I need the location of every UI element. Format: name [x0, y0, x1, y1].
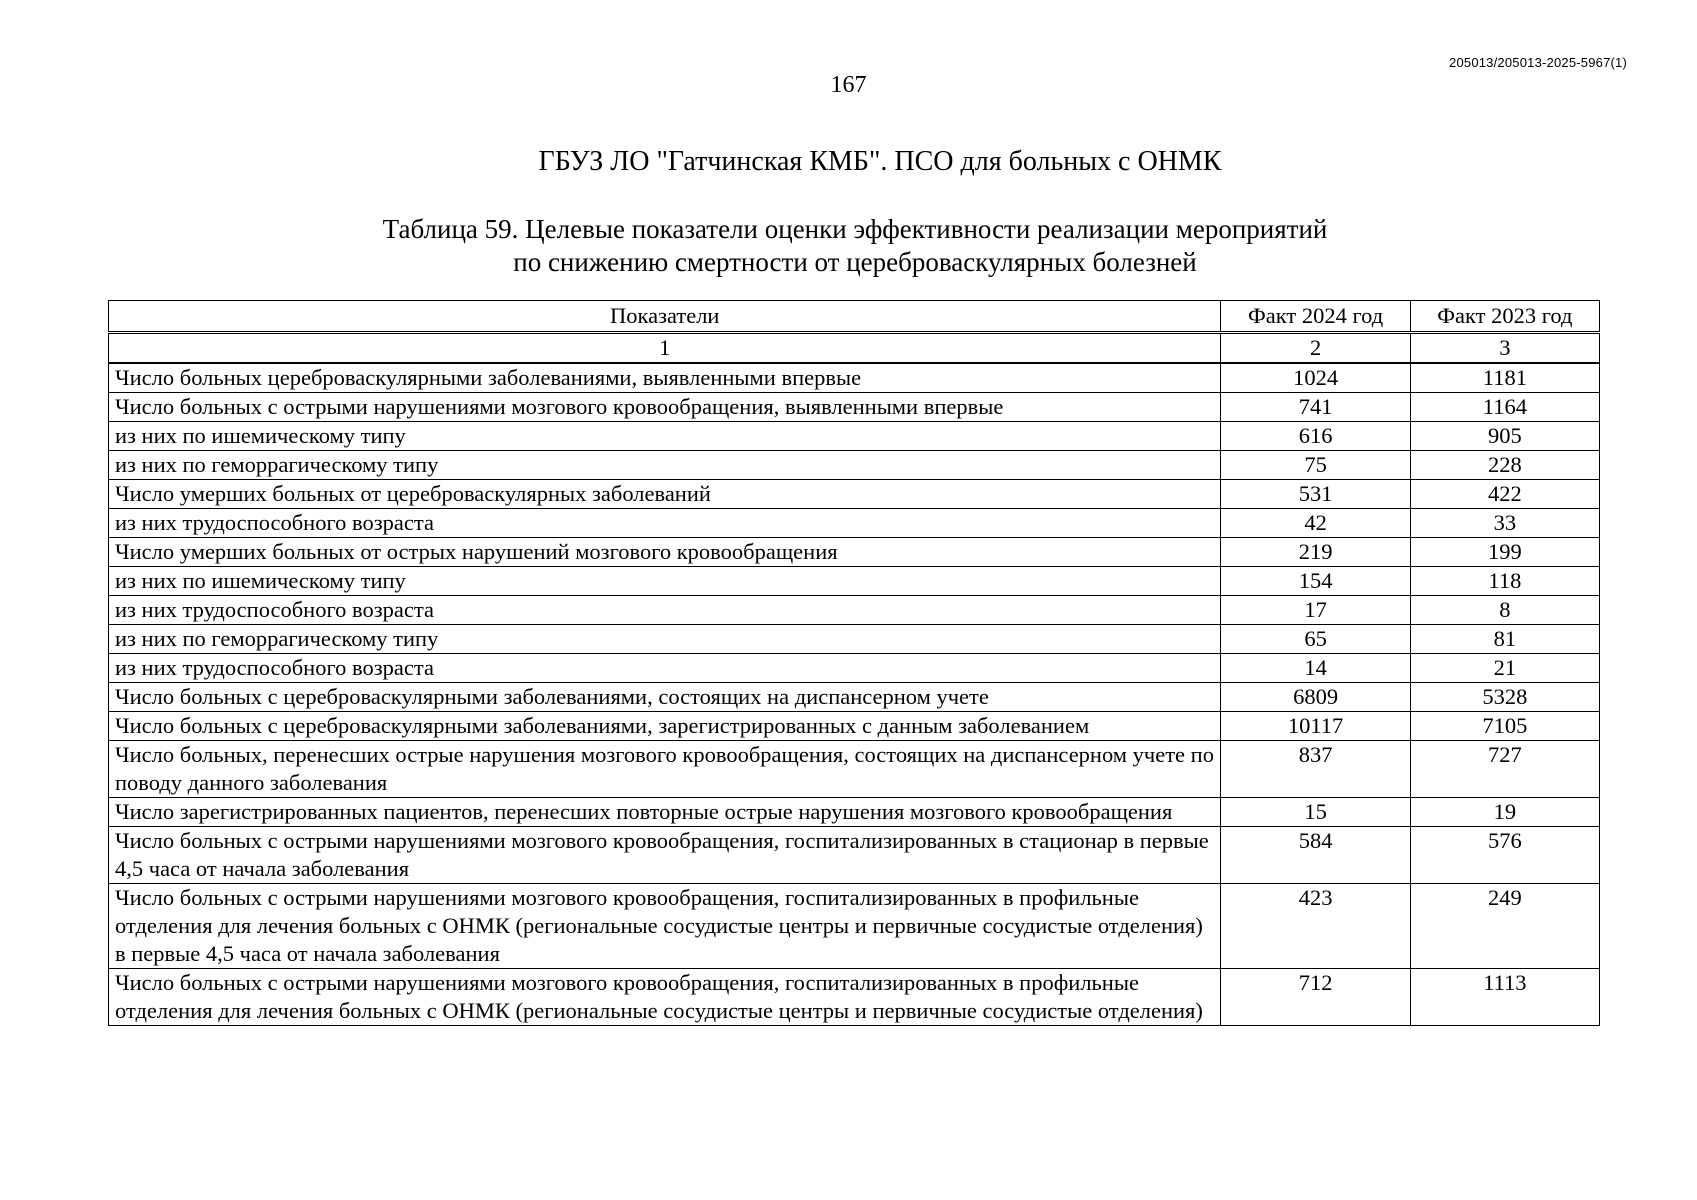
- table-title: [0, 213, 1697, 279]
- value-2024: 42: [1221, 509, 1410, 538]
- table-row: [109, 538, 1600, 567]
- table-row: [109, 625, 1600, 654]
- table-title-line-2: по снижению смертности от цереброваскулярных болезней: [513, 247, 1197, 277]
- value-2024: 423: [1221, 884, 1410, 969]
- table-row: [109, 884, 1600, 969]
- indicator-label: Число умерших больных от цереброваскулярных заболеваний: [109, 480, 1221, 509]
- value-2023: 727: [1410, 741, 1599, 798]
- value-2023: 576: [1410, 827, 1599, 884]
- value-2024: 154: [1221, 567, 1410, 596]
- value-2024: 14: [1221, 654, 1410, 683]
- value-2023: 8: [1410, 596, 1599, 625]
- value-2024: 17: [1221, 596, 1410, 625]
- header-indicators: Показатели: [109, 301, 1221, 333]
- column-numbers-row: [109, 333, 1600, 364]
- table-header-row: [109, 301, 1600, 333]
- value-2024: 837: [1221, 741, 1410, 798]
- column-number-3: 3: [1410, 333, 1599, 364]
- value-2023: 7105: [1410, 712, 1599, 741]
- table-row: [109, 422, 1600, 451]
- table-row: [109, 509, 1600, 538]
- table-row: [109, 683, 1600, 712]
- organization-title: ГБУЗ ЛО "Гатчинская КМБ". ПСО для больных с ОНМК: [538, 146, 1222, 177]
- indicator-label: Число больных с острыми нарушениями мозгового кровообращения, госпитализированных в профильные отделения для лечения больных с ОНМК (региональные сосудистые центры и первичные сосудистые отделения): [109, 969, 1221, 1026]
- indicator-label: Число больных с острыми нарушениями мозгового кровообращения, госпитализированных в стационар в первые 4,5 часа от начала заболевания: [109, 827, 1221, 884]
- column-number-1: 1: [109, 333, 1221, 364]
- value-2024: 65: [1221, 625, 1410, 654]
- indicator-label: из них по ишемическому типу: [109, 422, 1221, 451]
- page-number: 167: [830, 72, 867, 98]
- header-fact-2024: Факт 2024 год: [1221, 301, 1410, 333]
- indicator-label: Число зарегистрированных пациентов, перенесших повторные острые нарушения мозгового кровообращения: [109, 798, 1221, 827]
- value-2023: 33: [1410, 509, 1599, 538]
- value-2024: 741: [1221, 393, 1410, 422]
- value-2024: 10117: [1221, 712, 1410, 741]
- column-number-2: 2: [1221, 333, 1410, 364]
- value-2023: 228: [1410, 451, 1599, 480]
- document-id: 205013/205013-2025-5967(1): [1449, 55, 1627, 70]
- table-row: [109, 969, 1600, 1026]
- value-2024: 219: [1221, 538, 1410, 567]
- indicator-label: Число больных с острыми нарушениями мозгового кровообращения, госпитализированных в профильные отделения для лечения больных с ОНМК (региональные сосудистые центры и первичные сосудистые отделения) в первые 4,5 часа от начала заболевания: [109, 884, 1221, 969]
- value-2024: 1024: [1221, 363, 1410, 393]
- value-2023: 1181: [1410, 363, 1599, 393]
- indicator-label: Число больных с цереброваскулярными заболеваниями, состоящих на диспансерном учете: [109, 683, 1221, 712]
- value-2023: 21: [1410, 654, 1599, 683]
- indicator-label: из них по ишемическому типу: [109, 567, 1221, 596]
- table-row: [109, 654, 1600, 683]
- value-2024: 531: [1221, 480, 1410, 509]
- indicators-table: [108, 300, 1600, 1026]
- indicator-label: Число умерших больных от острых нарушений мозгового кровообращения: [109, 538, 1221, 567]
- indicator-label: Число больных с цереброваскулярными заболеваниями, зарегистрированных с данным заболеванием: [109, 712, 1221, 741]
- indicator-label: из них трудоспособного возраста: [109, 596, 1221, 625]
- value-2024: 712: [1221, 969, 1410, 1026]
- value-2024: 15: [1221, 798, 1410, 827]
- header-fact-2023: Факт 2023 год: [1410, 301, 1599, 333]
- value-2024: 75: [1221, 451, 1410, 480]
- value-2024: 616: [1221, 422, 1410, 451]
- indicator-label: из них по геморрагическому типу: [109, 625, 1221, 654]
- value-2023: 118: [1410, 567, 1599, 596]
- value-2023: 81: [1410, 625, 1599, 654]
- indicator-label: Число больных, перенесших острые нарушения мозгового кровообращения, состоящих на диспансерном учете по поводу данного заболевания: [109, 741, 1221, 798]
- indicator-label: из них трудоспособного возраста: [109, 509, 1221, 538]
- table-row: [109, 827, 1600, 884]
- value-2023: 1164: [1410, 393, 1599, 422]
- indicator-label: Число больных с острыми нарушениями мозгового кровообращения, выявленными впервые: [109, 393, 1221, 422]
- table-title-line-1: Таблица 59. Целевые показатели оценки эффективности реализации мероприятий: [382, 214, 1328, 244]
- value-2023: 422: [1410, 480, 1599, 509]
- indicator-label: из них трудоспособного возраста: [109, 654, 1221, 683]
- table-row: [109, 480, 1600, 509]
- table-row: [109, 451, 1600, 480]
- value-2023: 199: [1410, 538, 1599, 567]
- indicator-label: Число больных цереброваскулярными заболеваниями, выявленными впервые: [109, 363, 1221, 393]
- table-row: [109, 712, 1600, 741]
- table-row: [109, 596, 1600, 625]
- table-row: [109, 798, 1600, 827]
- indicator-label: из них по геморрагическому типу: [109, 451, 1221, 480]
- value-2023: 5328: [1410, 683, 1599, 712]
- table-row: [109, 741, 1600, 798]
- value-2023: 1113: [1410, 969, 1599, 1026]
- table-row: [109, 393, 1600, 422]
- table-row: [109, 363, 1600, 393]
- value-2024: 6809: [1221, 683, 1410, 712]
- value-2023: 249: [1410, 884, 1599, 969]
- value-2023: 905: [1410, 422, 1599, 451]
- value-2024: 584: [1221, 827, 1410, 884]
- table-row: [109, 567, 1600, 596]
- value-2023: 19: [1410, 798, 1599, 827]
